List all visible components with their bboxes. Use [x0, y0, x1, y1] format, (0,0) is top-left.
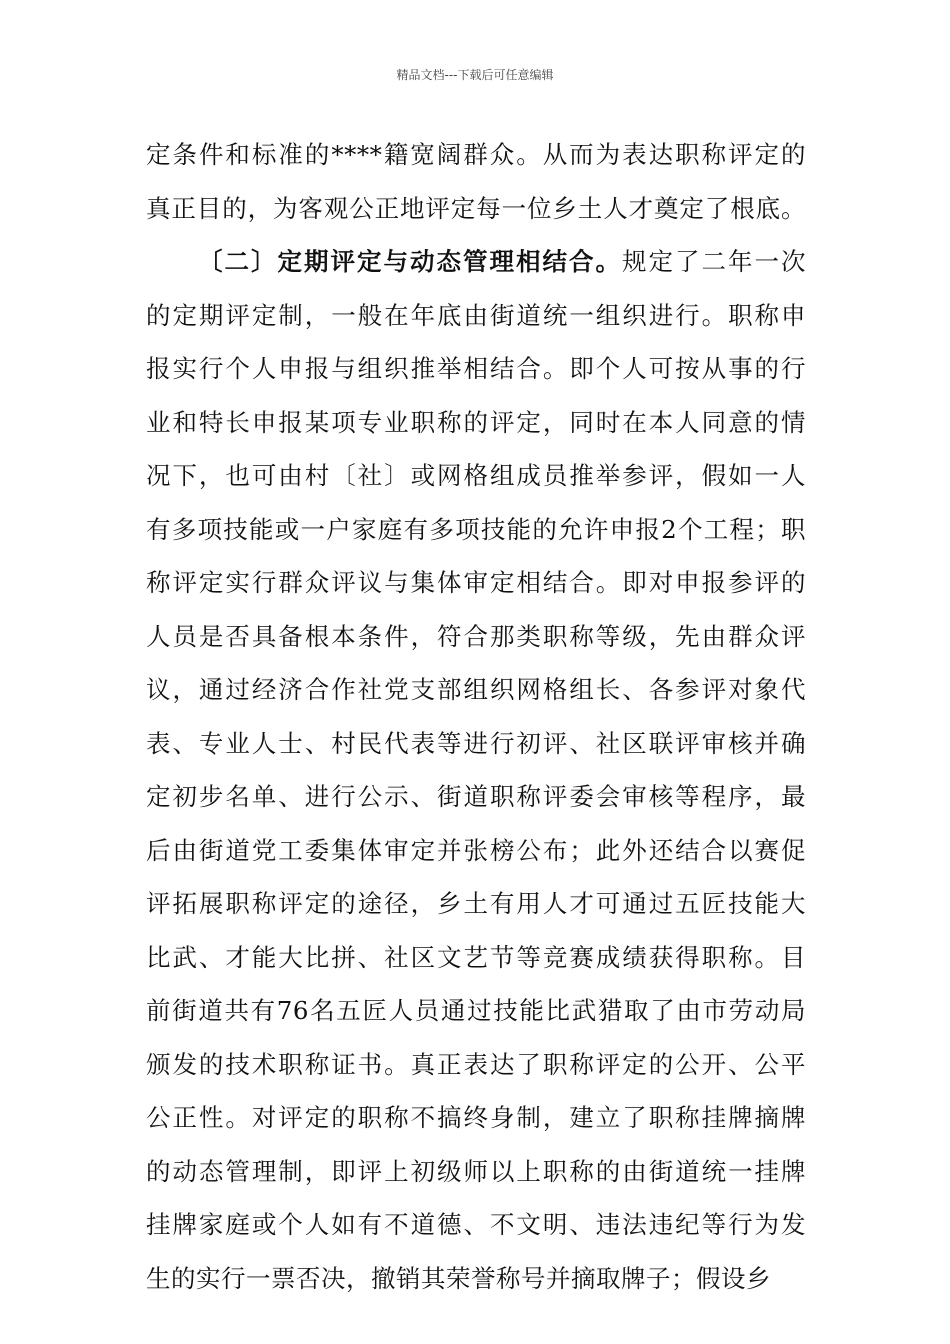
- paragraph-line: 有多项技能或一户家庭有多项技能的允许申报2个工程；职: [146, 514, 806, 544]
- paragraph-line: 评拓展职称评定的途径，乡土有用人才可通过五匠技能大: [146, 889, 806, 918]
- paragraph-line: 比武、才能大比拼、社区文艺节等竞赛成绩获得职称。目: [146, 942, 806, 972]
- paragraph-line: 表、专业人士、村民代表等进行初评、社区联评审核并确: [146, 728, 806, 758]
- paragraph-line: 报实行个人申报与组织推举相结合。即个人可按从事的行: [146, 354, 806, 383]
- paragraph-line: 生的实行一票否决，撤销其荣誉称号并摘取牌子；假设乡: [146, 1263, 771, 1293]
- paragraph-line: 后由街道党工委集体审定并张榜公布；此外还结合以赛促: [146, 835, 806, 865]
- paragraph-line: 真正目的，为客观公正地评定每一位乡土人才奠定了根底。: [146, 193, 806, 223]
- paragraph-line: 挂牌家庭或个人如有不道德、不文明、违法违纪等行为发: [146, 1210, 806, 1239]
- paragraph-line: 议，通过经济合作社党支部组织网格组长、各参评对象代: [146, 675, 806, 704]
- paragraph-line: 况下，也可由村〔社〕或网格组成员推举参评，假如一人: [146, 461, 806, 490]
- paragraph-line: 的定期评定制，一般在年底由街道统一组织进行。职称申: [146, 300, 806, 330]
- paragraph-line: 颁发的技术职称证书。真正表达了职称评定的公开、公平: [146, 1049, 806, 1079]
- section-heading: 〔二〕定期评定与动态管理相结合。: [198, 247, 622, 276]
- paragraph-line: 前街道共有76名五匠人员通过技能比武猎取了由市劳动局: [146, 996, 806, 1025]
- page-header: 精品文档---下载后可任意编辑: [396, 68, 554, 82]
- section-heading-line: [146, 235, 806, 289]
- paragraph-line: 公正性。对评定的职称不搞终身制，建立了职称挂牌摘牌: [146, 1103, 806, 1132]
- paragraph-line: 定初步名单、进行公示、街道职称评委会审核等程序，最: [146, 782, 806, 811]
- paragraph-line: 定条件和标准的****籍宽阔群众。从而为表达职称评定的: [146, 140, 806, 169]
- paragraph-line: 人员是否具备根本条件，符合那类职称等级，先由群众评: [146, 621, 806, 651]
- paragraph-line: 业和特长申报某项专业职称的评定，同时在本人同意的情: [146, 407, 806, 437]
- section-heading-continuation: 规定了二年一次: [622, 247, 806, 276]
- paragraph-line: 称评定实行群众评议与集体审定相结合。即对申报参评的: [146, 568, 806, 597]
- document-body: [146, 128, 806, 1305]
- paragraph-line: 的动态管理制，即评上初级师以上职称的由街道统一挂牌: [146, 1156, 806, 1186]
